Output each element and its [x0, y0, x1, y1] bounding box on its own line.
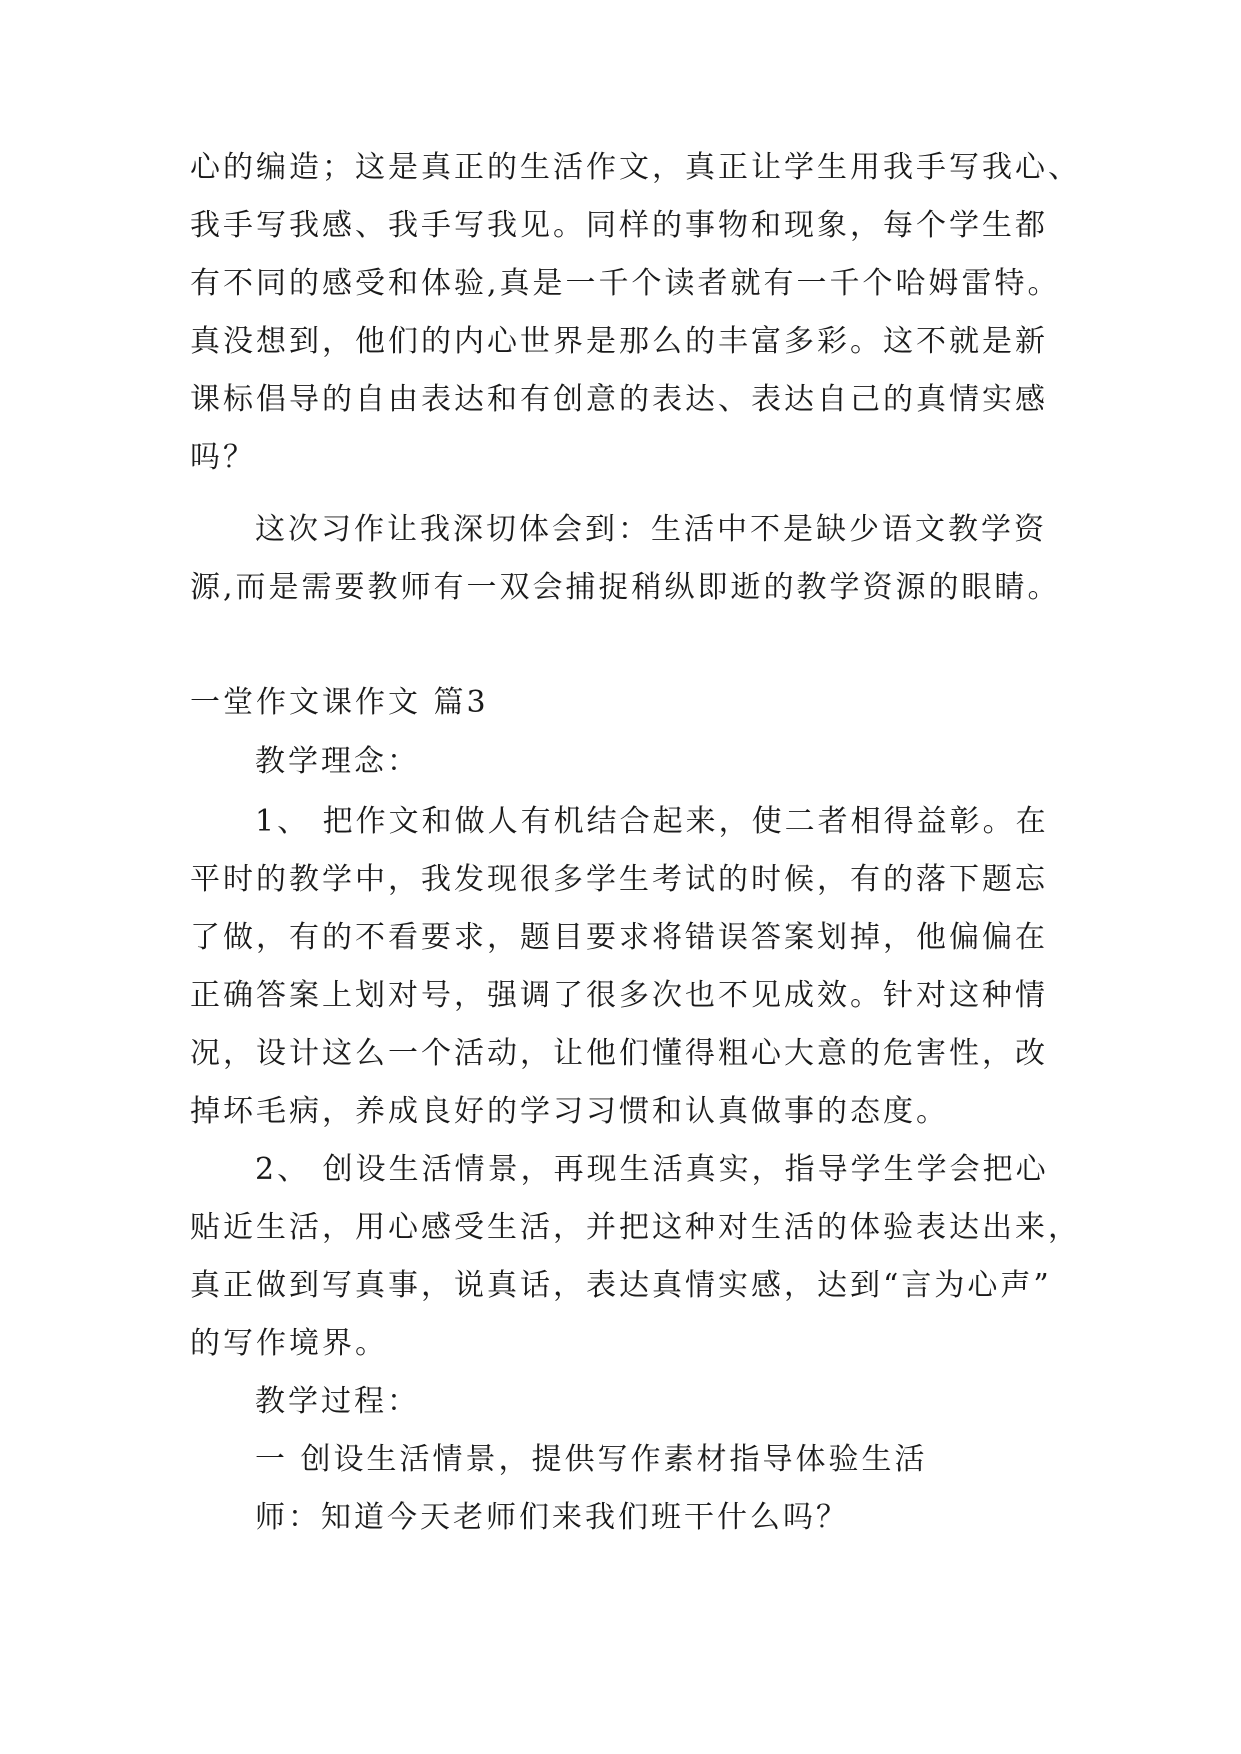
text-line: 了做，有的不看要求，题目要求将错误答案划掉，他偏偏在 — [190, 920, 1048, 955]
text-line: 掉坏毛病，养成良好的学习习惯和认真做事的态度。 — [190, 1094, 949, 1129]
text-line: 平时的教学中，我发现很多学生考试的时候，有的落下题忘 — [190, 862, 1048, 897]
text-line: 我手写我感、我手写我见。同样的事物和现象，每个学生都 — [190, 208, 1048, 243]
text-line: 课标倡导的自由表达和有创意的表达、表达自己的真情实感 — [190, 382, 1048, 417]
text-line: 1、 把作文和做人有机结合起来，使二者相得益彰。在 — [255, 804, 1049, 839]
text-line: 贴近生活，用心感受生活，并把这种对生活的体验表达出来， — [190, 1210, 1081, 1245]
text-line: 的写作境界。 — [190, 1326, 388, 1361]
text-line: 况，设计这么一个活动，让他们懂得粗心大意的危害性，改 — [190, 1036, 1048, 1071]
text-line: 吗？ — [190, 440, 256, 475]
text-line: 源,而是需要教师有一双会捕捉稍纵即逝的教学资源的眼睛。 — [190, 570, 1061, 605]
text-line: 2、 创设生活情景，再现生活真实，指导学生学会把心 — [255, 1152, 1049, 1187]
text-line: 正确答案上划对号，强调了很多次也不见成效。针对这种情 — [190, 978, 1048, 1013]
text-line: 这次习作让我深切体会到：生活中不是缺少语文教学资 — [255, 512, 1047, 547]
subheading-concept: 教学理念： — [255, 744, 420, 779]
text-line: 心的编造；这是真正的生活作文，真正让学生用我手写我心、 — [190, 150, 1081, 185]
text-line: 真没想到，他们的内心世界是那么的丰富多彩。这不就是新 — [190, 324, 1048, 359]
text-line: 师：知道今天老师们来我们班干什么吗？ — [255, 1500, 849, 1535]
text-line: 有不同的感受和体验,真是一千个读者就有一千个哈姆雷特。 — [190, 266, 1061, 301]
text-line: 真正做到写真事，说真话，表达真情实感，达到“言为心声” — [190, 1268, 1052, 1303]
section-title: 一堂作文课作文 篇3 — [190, 685, 489, 720]
text-line: 一 创设生活情景，提供写作素材指导体验生活 — [255, 1442, 928, 1477]
subheading-process: 教学过程： — [255, 1384, 420, 1419]
